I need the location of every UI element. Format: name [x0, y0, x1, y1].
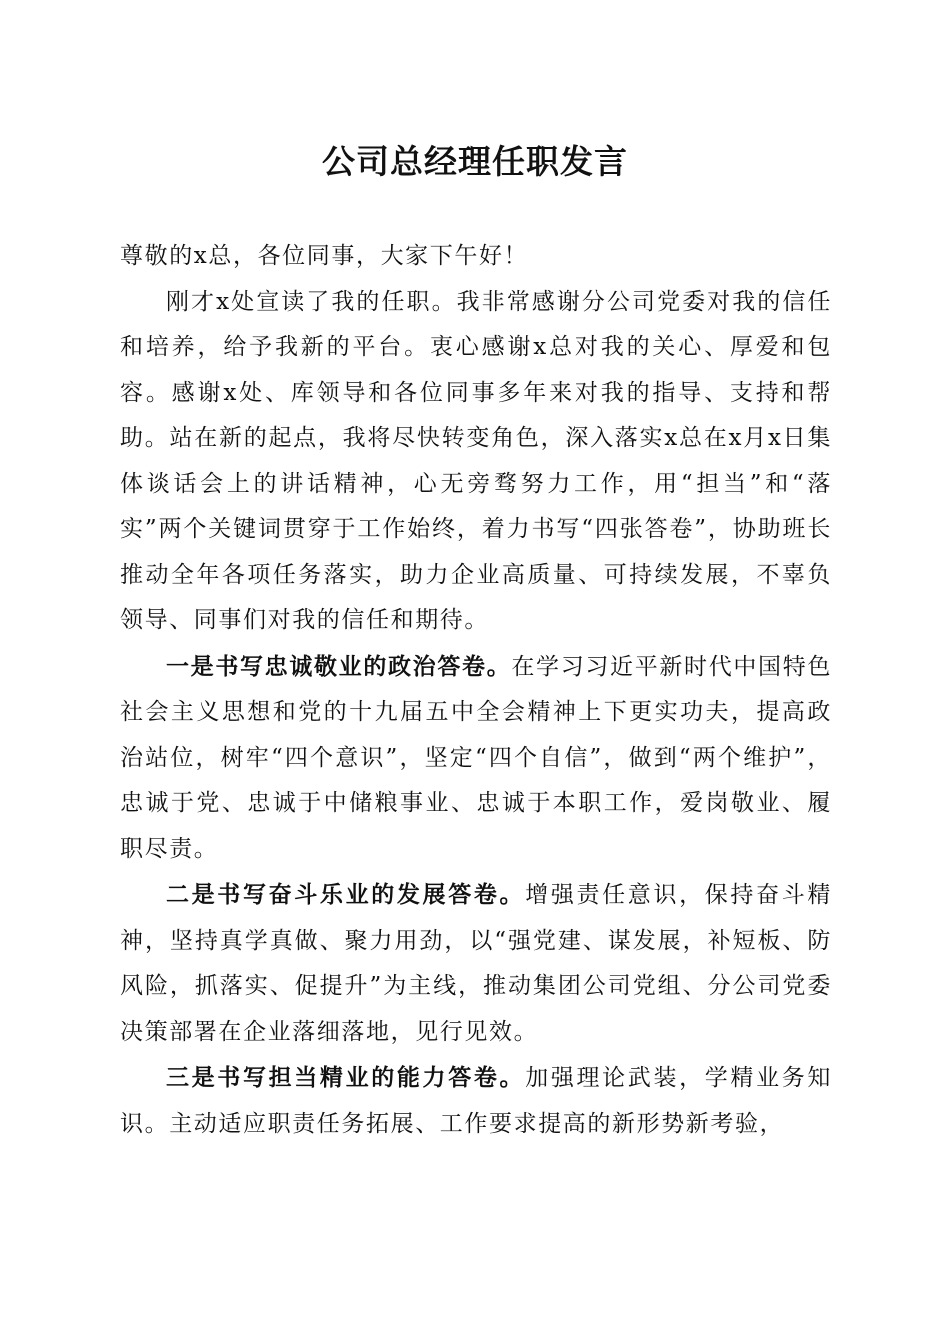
paragraph-political — [120, 644, 832, 873]
paragraph-capability-lead: 三是书写担当精业的能力答卷。 — [166, 1064, 526, 1091]
paragraph-intro — [120, 280, 832, 644]
document-body — [120, 234, 832, 1147]
paragraph-intro-text: 刚才x处宣读了我的任职。我非常感谢分公司党委对我的信任和培养，给予我新的平台。衷心感谢x总对我的关心、厚爱和包容。感谢x处、库领导和各位同事多年来对我的指导、支持和帮助。站在新的起点，我将尽快转变角色，深入落实x总在x月x日集体谈话会上的讲话精神，心无旁骛努力工作，用“担当”和“落实”两个关键词贯穿于工作始终，着力书写“四张答卷”，协助班长推动全年各项任务落实，助力企业高质量、可持续发展，不辜负领导、同事们对我的信任和期待。 — [120, 288, 832, 633]
paragraph-capability-text: 加强理论武装，学精业务知识。主动适应职责任务拓展、工作要求提高的新形势新考验， — [120, 1065, 832, 1137]
paragraph-political-lead: 一是书写忠诚敬业的政治答卷。 — [166, 652, 512, 680]
greeting-line: 尊敬的x总，各位同事，大家下午好！ — [120, 243, 529, 269]
paragraph-capability — [120, 1055, 832, 1147]
document-title: 公司总经理任职发言 — [322, 142, 628, 181]
paragraph-development-text: 增强责任意识，保持奋斗精神，坚持真学真做、聚力用劲，以“强党建、谋发展，补短板、防风险，抓落实、促提升”为主线，推动集团公司党组、分公司党委决策部署在企业落细落地，见行见效。 — [120, 882, 832, 1045]
paragraph-development — [120, 872, 832, 1055]
paragraph-development-lead: 二是书写奋斗乐业的发展答卷。 — [166, 881, 526, 908]
paragraph-political-text: 在学习习近平新时代中国特色社会主义思想和党的十九届五中全会精神上下更实功夫，提高政治站位，树牢“四个意识”，坚定“四个自信”，做到“两个维护”，忠诚于党、忠诚于中储粮事业、忠诚于本职工作，爱岗敬业、履职尽责。 — [120, 653, 832, 862]
